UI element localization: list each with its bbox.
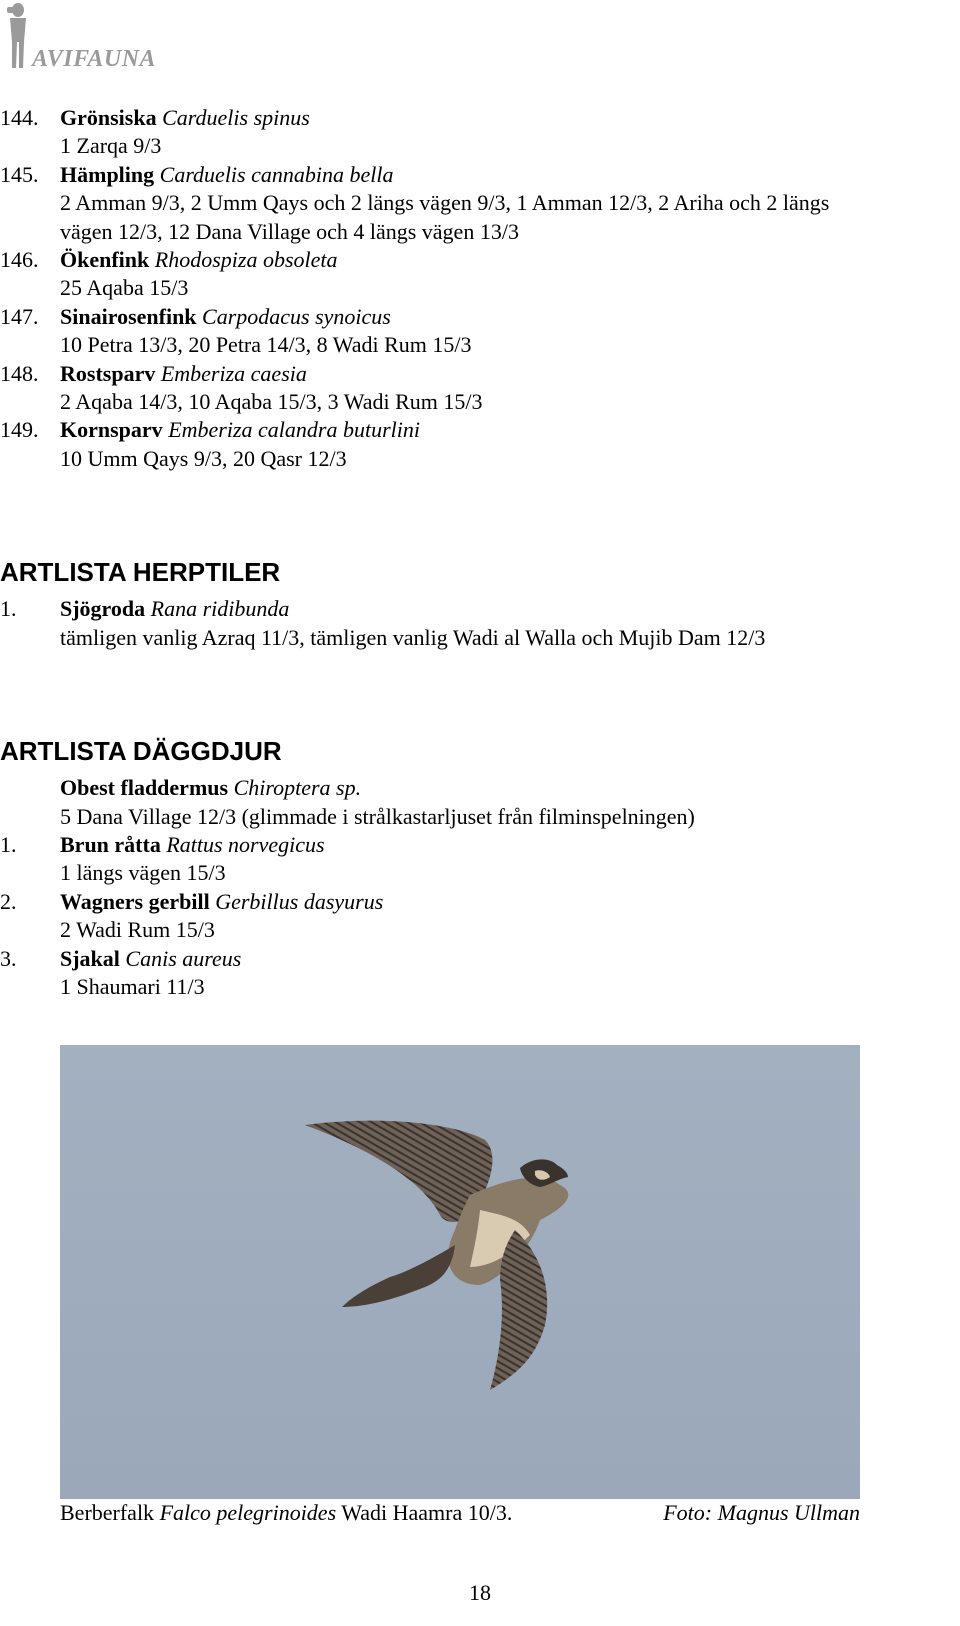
species-name: Grönsiska: [60, 105, 157, 130]
caption-common-name: Berberfalk: [60, 1500, 155, 1525]
falcon-in-flight-image: [60, 1045, 860, 1499]
species-number: 146.: [0, 247, 39, 273]
mammal-list: [0, 736, 950, 1001]
species-scientific-name: Rana ridibunda: [150, 596, 290, 622]
species-observations: 25 Aqaba 15/3: [60, 275, 189, 301]
species-scientific-name: Canis aureus: [125, 945, 242, 971]
species-number: 148.: [0, 360, 39, 386]
bird-list: [0, 104, 950, 473]
species-name: Kornsparv: [60, 417, 163, 443]
species-entry: [0, 416, 950, 473]
species-observations: 1 längs vägen 15/3: [60, 860, 226, 886]
species-title: [60, 360, 950, 388]
species-observations: 10 Petra 13/3, 20 Petra 14/3, 8 Wadi Rum 15/3: [60, 332, 472, 358]
photo-caption: [60, 1498, 860, 1528]
species-name: Hämpling: [60, 161, 155, 187]
species-entry: [0, 831, 950, 888]
species-number: 145.: [0, 161, 39, 187]
species-observations: 10 Umm Qays 9/3, 20 Qasr 12/3: [60, 445, 347, 471]
caption-scientific-name: Falco pelegrinoides: [159, 1500, 337, 1525]
species-title: [60, 774, 950, 802]
species-observations: 1 Shaumari 11/3: [60, 973, 205, 999]
species-observations: 5 Dana Village 12/3 (glimmade i strålkastarljuset från filminspelningen): [60, 803, 695, 829]
avifauna-logo: [4, 2, 204, 74]
falcon-photo: [60, 1045, 860, 1499]
species-entry: [0, 774, 950, 831]
species-number: 2.: [0, 888, 17, 914]
species-entry: [0, 303, 950, 360]
species-scientific-name: Rhodospiza obsoleta: [154, 247, 338, 273]
species-name: Brun råtta: [60, 831, 161, 857]
species-title: [60, 831, 950, 859]
species-number: 147.: [0, 303, 39, 329]
species-name: Obest fladdermus: [60, 775, 229, 801]
species-name: Sjögroda: [60, 596, 146, 622]
species-scientific-name: Rattus norvegicus: [166, 831, 325, 857]
species-scientific-name: Emberiza calandra buturlini: [168, 417, 420, 443]
species-title: [60, 303, 950, 331]
species-entry: [0, 595, 950, 652]
species-title: [60, 416, 950, 444]
species-entry: [0, 246, 950, 303]
species-scientific-name: Emberiza caesia: [160, 360, 307, 386]
species-title: [60, 104, 950, 132]
species-entry: [0, 888, 950, 945]
document-content: [0, 104, 950, 1001]
section-heading-mammals: ARTLISTA DÄGGDJUR: [0, 736, 282, 767]
species-observations: 2 Amman 9/3, 2 Umm Qays och 2 längs vägen 9/3, 1 Amman 12/3, 2 Ariha och 2 längs: [60, 190, 830, 216]
species-observations: 1 Zarqa 9/3: [60, 133, 162, 159]
species-scientific-name: Carpodacus synoicus: [202, 303, 391, 329]
species-name: Sjakal: [60, 945, 120, 971]
species-observations: tämligen vanlig Azraq 11/3, tämligen vanlig Wadi al Walla och Mujib Dam 12/3: [60, 624, 766, 650]
species-name: Ökenfink: [60, 247, 150, 273]
species-name: Wagners gerbill: [60, 888, 210, 914]
species-title: [60, 888, 950, 916]
species-title: [60, 945, 950, 973]
page-number: 18: [469, 1580, 491, 1605]
species-title: [60, 246, 950, 274]
logo-text: AVIFAUNA: [32, 46, 157, 72]
species-entry: [0, 104, 950, 161]
species-entry: [0, 945, 950, 1002]
species-scientific-name: Carduelis cannabina bella: [159, 161, 394, 187]
herptile-list: [0, 557, 950, 652]
species-scientific-name: Chiroptera sp.: [233, 775, 362, 801]
species-number: 149.: [0, 417, 39, 443]
birdwatcher-icon: [4, 2, 34, 72]
species-observations: vägen 12/3, 12 Dana Village och 4 längs vägen 13/3: [60, 218, 519, 244]
species-observations: 2 Aqaba 14/3, 10 Aqaba 15/3, 3 Wadi Rum 15/3: [60, 389, 483, 415]
species-title: [60, 595, 950, 623]
photo-credit: Foto: Magnus Ullman: [663, 1500, 860, 1525]
species-number: 3.: [0, 945, 17, 971]
species-number: 1.: [0, 596, 17, 622]
species-observations: 2 Wadi Rum 15/3: [60, 917, 215, 943]
species-name: Sinairosenfink: [60, 303, 197, 329]
species-number: [0, 774, 60, 831]
species-name: Rostsparv: [60, 360, 156, 386]
species-entry: [0, 161, 950, 246]
species-scientific-name: Carduelis spinus: [162, 105, 310, 130]
section-heading-herptiles: ARTLISTA HERPTILER: [0, 557, 281, 588]
species-entry: [0, 360, 950, 417]
species-number: 144.: [0, 105, 39, 130]
species-title: [60, 161, 950, 189]
species-number: 1.: [0, 831, 17, 857]
caption-place: Wadi Haamra 10/3.: [341, 1500, 513, 1525]
species-scientific-name: Gerbillus dasyurus: [215, 888, 384, 914]
